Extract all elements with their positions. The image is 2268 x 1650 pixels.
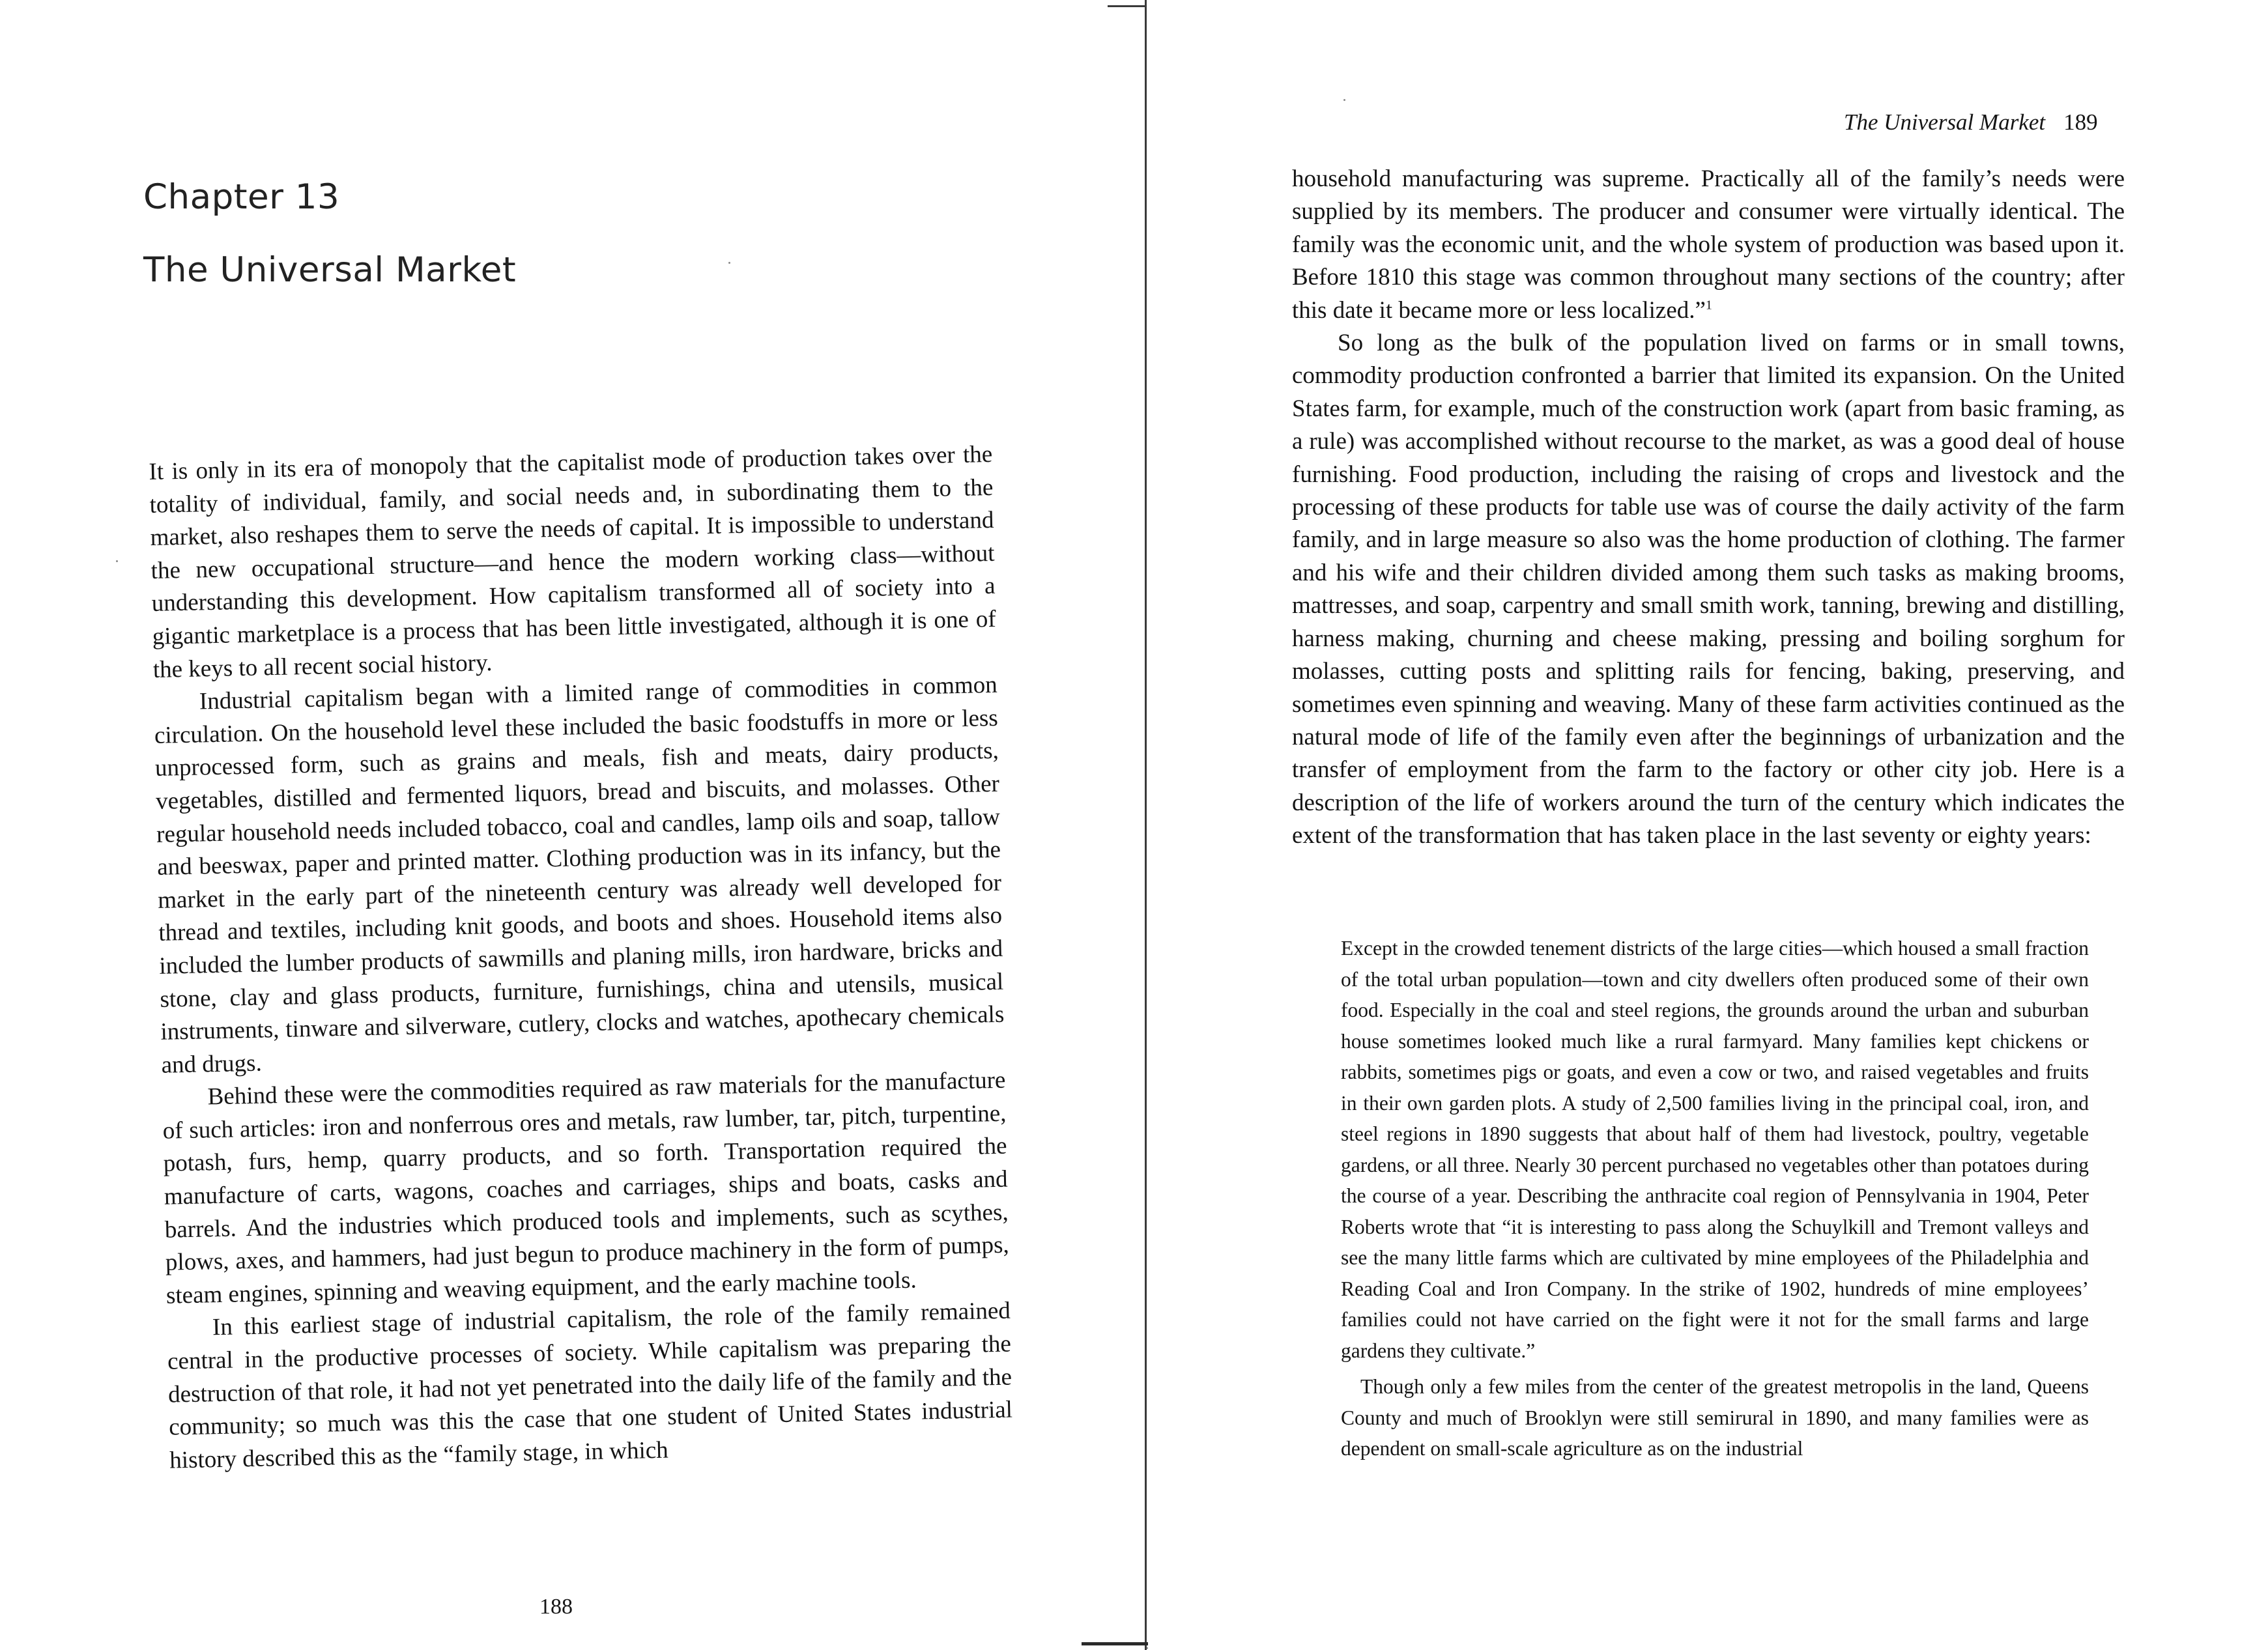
top-gutter-tick	[1108, 5, 1147, 7]
running-head-title: The Universal Market	[1844, 109, 2046, 135]
page-gutter-line	[1145, 0, 1147, 1650]
page-number: 188	[539, 1595, 573, 1619]
chapter-number: Chapter 13	[143, 177, 340, 217]
chapter-title: The Universal Market	[143, 250, 517, 290]
paragraph: Behind these were the commodities required as raw materials for the manufacture of such articles: iron and nonferrous ores and metals, raw lumber, tar, pitch, turpentine, potash, furs, hemp, quarry products, and so forth. Transportation required the manufacture of carts, wagons, coaches and carriages, ships and boats, casks and barrels. And the industries which produced tools and implements, such as scythes, plows, axes, and hammers, had just begun to produce machinery in the form of pumps, steam engines, spinning and weaving equipment, and the early machine tools.	[162, 1066, 1010, 1309]
footnote-marker: 1	[1705, 298, 1712, 313]
right-body-text	[1292, 163, 2125, 853]
scan-speck	[1343, 99, 1345, 101]
block-quote-paragraph: Though only a few miles from the center of the greatest metropolis in the land, Queens County and much of Brooklyn were still semirural in 1890, and many families were as dependent on small-scale agriculture as on the industrial	[1341, 1375, 2089, 1460]
scan-speck	[728, 262, 730, 264]
paragraph: Industrial capitalism began with a limited range of commodities in common circulation. On the household level these included the basic foodstuffs in more or less unprocessed form, such as grains and meals, fish and meats, dairy products, vegetables, distilled and fermented liquors, bread and biscuits, and molasses. Other regular household needs included tobacco, coal and candles, lamp oils and soap, tallow and beeswax, paper and printed matter. Clothing production was in its infancy, but the market in the early part of the nineteenth century was already well developed for thread and textiles, including knit goods, and boots and shoes. Household items also included the lumber products of sawmills and planing mills, iron hardware, bricks and stone, clay and glass products, furniture, furnishings, china and utensils, musical instruments, tinware and silverware, cutlery, clocks and watches, apothecary chemicals and drugs.	[154, 671, 1005, 1079]
scan-speck	[116, 560, 118, 562]
block-quote-paragraph: Except in the crowded tenement districts of the large cities—which housed a small fraction of the total urban population—town and city dwellers often produced some of their own food. Especially in the coal and steel regions, the grounds around the urban and suburban house sometimes looked much like a rural farmyard. Many families kept chickens or rabbits, sometimes pigs or goats, and even a cow or two, and raised vegetables and fruits in their own garden plots. A study of 2,500 families living in the principal coal, iron, and steel regions in 1890 suggests that about half of them had livestock, poultry, vegetable gardens, or all three. Nearly 30 percent purchased no vegetables other than potatoes during the course of a year. Describing the anthracite coal region of Pennsylvania in 1904, Peter Roberts wrote that “it is interesting to pass along the Schuylkill and Tremont valleys and see the many little farms which are cultivated by mine employees of the Philadelphia and Reading Coal and Iron Company. In the strike of 1902, hundreds of mine employees’ families could not have carried on the fight were it not for the small farms and large gardens they cultivate.”	[1341, 937, 2089, 1362]
running-head-page-number: 189	[2063, 109, 2098, 135]
paragraph-text: household manufacturing was supreme. Practically all of the family’s needs were supplied by its members. The producer and consumer were virtually identical. The family was the economic unit, and the whole system of production was based upon it. Before 1810 this stage was common throughout many sections of the country; after this date it became more or less localized.”	[1292, 165, 2125, 324]
left-body-text	[149, 438, 1014, 1477]
paragraph: So long as the bulk of the population lived on farms or in small towns, commodity production confronted a barrier that limited its expansion. On the United States farm, for example, much of the construction work (apart from basic framing, as a rule) was accomplished without recourse to the market, as was a good deal of house furnishing. Food production, including the raising of crops and livestock and the processing of these products for table use was of course the daily activity of the farm family, and in large measure so also was the home production of clothing. The farmer and his wife and their children divided among them such tasks as making brooms, mattresses, and soap, carpentry and small smith work, tanning, brewing and distilling, harness making, churning and cheese making, pressing and boiling sorghum for molasses, cutting posts and splitting rails for fencing, baking, preserving, and sometimes even spinning and weaving. Many of these farm activities continued as the natural mode of life of the family even after the beginnings of urbanization and the transfer of employment from the farm to the factory or other city job. Here is a description of the life of workers around the turn of the century which indicates the extent of the transformation that has taken place in the last seventy or eighty years:	[1292, 330, 2125, 849]
running-head	[1844, 109, 2098, 135]
paragraph: It is only in its era of monopoly that the capitalist mode of production takes over the totality of individual, family, and social needs and, in subordinating them to the market, also reshapes them to serve the needs of capital. It is impossible to understand the new occupational structure—and hence the modern working class—without understanding this development. How capitalism transformed all of society into a gigantic marketplace is a process that has been little investigated, although it is one of the keys to all recent social history.	[149, 440, 996, 683]
paragraph: In this earliest stage of industrial capitalism, the role of the family remained central in the productive processes of society. While capitalism was preparing the destruction of that role, it had not yet penetrated into the daily life of the family and the community; so much was this the case that one student of United States industrial history described this as the “family stage, in which	[167, 1298, 1013, 1474]
paragraph	[1292, 163, 2125, 327]
block-quote	[1341, 933, 2089, 1464]
